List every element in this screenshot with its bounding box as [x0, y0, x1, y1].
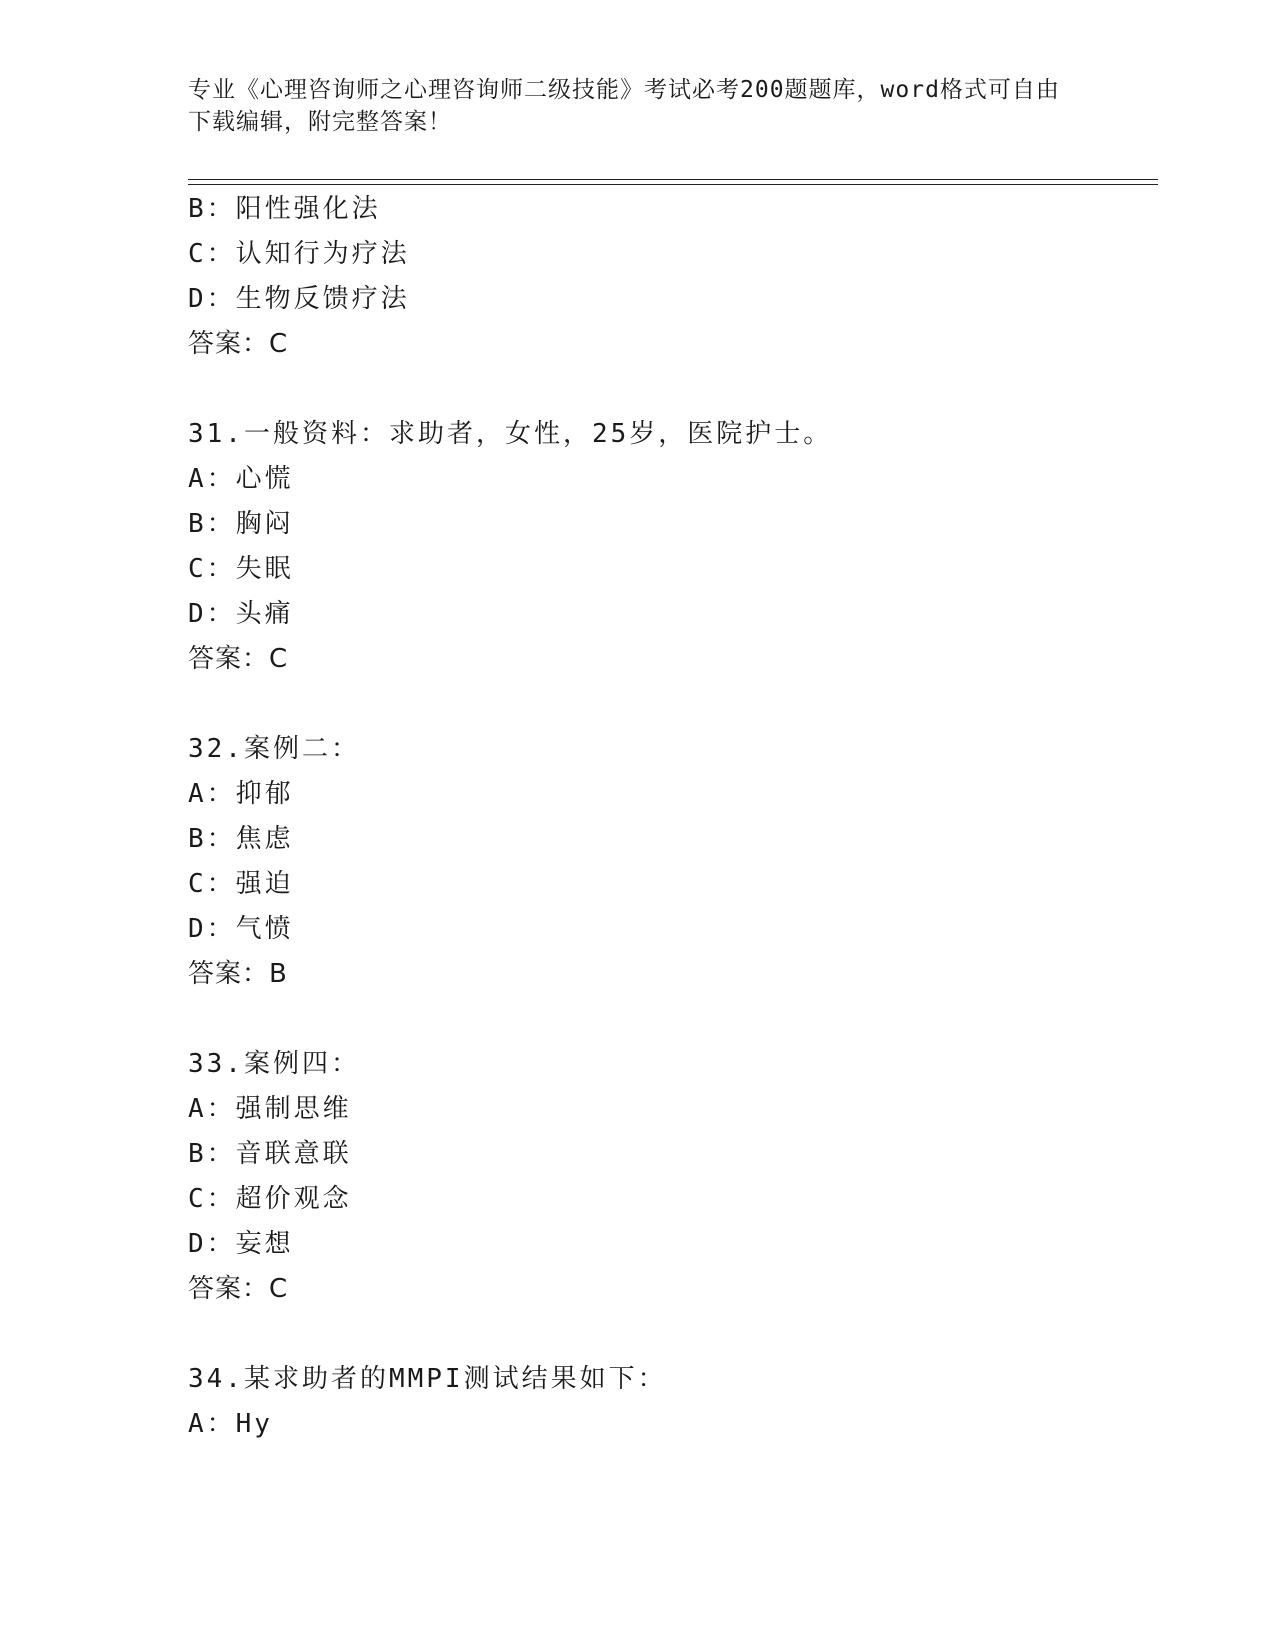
- question-33-stem: 33.案例四：: [188, 1049, 360, 1079]
- option-b: B：胸闷: [188, 509, 294, 539]
- answer: 答案：B: [188, 959, 288, 989]
- option-c: C：超价观念: [188, 1184, 352, 1214]
- answer: 答案：C: [188, 329, 289, 359]
- header-rule-bottom: [188, 184, 1158, 185]
- question-34-stem: 34.某求助者的MMPI测试结果如下：: [188, 1364, 667, 1394]
- question-32-stem: 32.案例二：: [188, 734, 360, 764]
- option-d: D：头痛: [188, 599, 294, 629]
- answer: 答案：C: [188, 644, 289, 674]
- document-intro: 专业《心理咨询师之心理咨询师二级技能》考试必考200题题库，word格式可自由下载编辑，附完整答案！: [188, 77, 1060, 135]
- option-a: A：心慌: [188, 464, 294, 494]
- option-c: C：失眠: [188, 554, 294, 584]
- option-a: A：强制思维: [188, 1094, 352, 1124]
- option-d: D：生物反馈疗法: [188, 284, 410, 314]
- option-a: A：Hy: [188, 1409, 273, 1439]
- option-b: B：阳性强化法: [188, 194, 381, 224]
- option-b: B：音联意联: [188, 1139, 352, 1169]
- option-c: C：认知行为疗法: [188, 239, 410, 269]
- header-rule-top: [188, 179, 1158, 180]
- answer: 答案：C: [188, 1274, 289, 1304]
- option-d: D：气愤: [188, 914, 294, 944]
- option-c: C：强迫: [188, 869, 294, 899]
- option-b: B：焦虑: [188, 824, 294, 854]
- option-d: D：妄想: [188, 1229, 294, 1259]
- option-a: A：抑郁: [188, 779, 294, 809]
- question-31-stem: 31.一般资料：求助者，女性，25岁，医院护士。: [188, 419, 833, 449]
